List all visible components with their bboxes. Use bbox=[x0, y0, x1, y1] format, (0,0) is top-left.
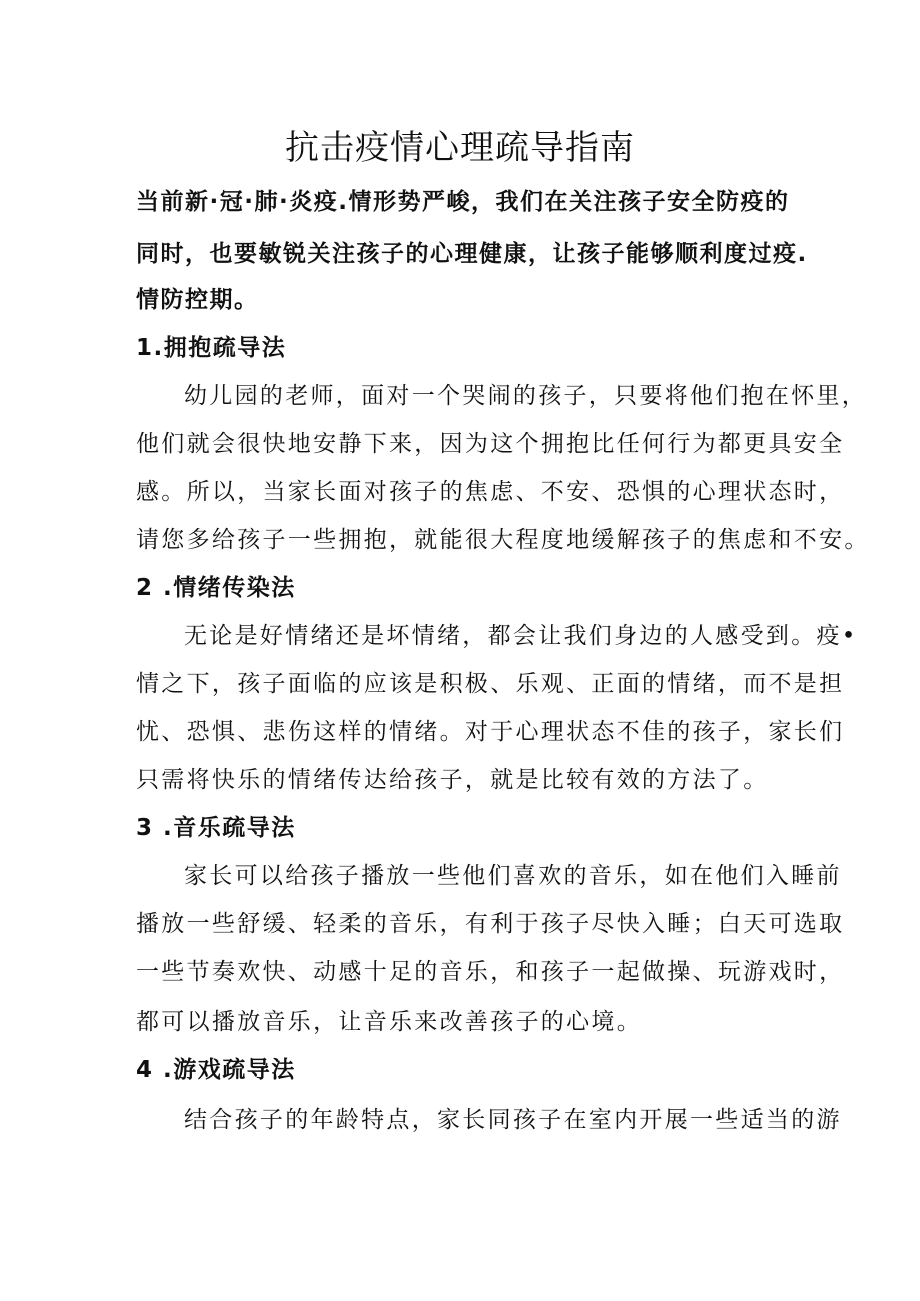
section-heading: 4 .游戏疏导法 bbox=[136, 1057, 296, 1083]
paragraph-line: 情之下，孩子面临的应该是积极、乐观、正面的情绪，而不是担 bbox=[136, 671, 845, 697]
paragraph-line: 都可以播放音乐，让音乐来改善孩子的心境。 bbox=[136, 1009, 642, 1035]
paragraph-line: 他们就会很快地安静下来，因为这个拥抱比任何行为都更具安全 bbox=[136, 431, 845, 457]
paragraph-line: 请您多给孩子一些拥抱，就能很大程度地缓解孩子的焦虑和不安。 bbox=[136, 527, 870, 553]
paragraph-line: 播放一些舒缓、轻柔的音乐，有利于孩子尽快入睡；白天可选取 bbox=[136, 911, 845, 937]
paragraph-line: 幼儿园的老师，面对一个哭闹的孩子，只要将他们抱在怀里， bbox=[184, 383, 868, 409]
section-heading: 1.拥抱疏导法 bbox=[136, 335, 287, 361]
section-heading: 3 .音乐疏导法 bbox=[136, 815, 296, 841]
document-title: 抗击疫情心理疏导指南 bbox=[285, 128, 635, 168]
section-heading: 2 .情绪传染法 bbox=[136, 575, 296, 601]
paragraph-line: 忧、恐惧、悲伤这样的情绪。对于心理状态不佳的孩子，家长们 bbox=[136, 719, 845, 745]
intro-line: 情防控期。 bbox=[136, 287, 259, 313]
intro-line: 同时，也要敏锐关注孩子的心理健康，让孩子能够顺利度过疫. bbox=[136, 241, 808, 267]
paragraph-line: 一些节奏欢快、动感十足的音乐，和孩子一起做操、玩游戏时， bbox=[136, 959, 845, 985]
paragraph-line: 感。所以，当家长面对孩子的焦虑、不安、恐惧的心理状态时， bbox=[136, 479, 845, 505]
paragraph-line: 只需将快乐的情绪传达给孩子，就是比较有效的方法了。 bbox=[136, 767, 769, 793]
paragraph-line: 家长可以给孩子播放一些他们喜欢的音乐，如在他们入睡前 bbox=[184, 863, 842, 889]
intro-line: 当前新·冠·肺·炎疫.情形势严峻，我们在关注孩子安全防疫的 bbox=[136, 189, 790, 215]
paragraph-line: 无论是好情绪还是坏情绪，都会让我们身边的人感受到。疫• bbox=[184, 623, 858, 649]
paragraph-line: 结合孩子的年龄特点，家长同孩子在室内开展一些适当的游 bbox=[184, 1107, 842, 1133]
